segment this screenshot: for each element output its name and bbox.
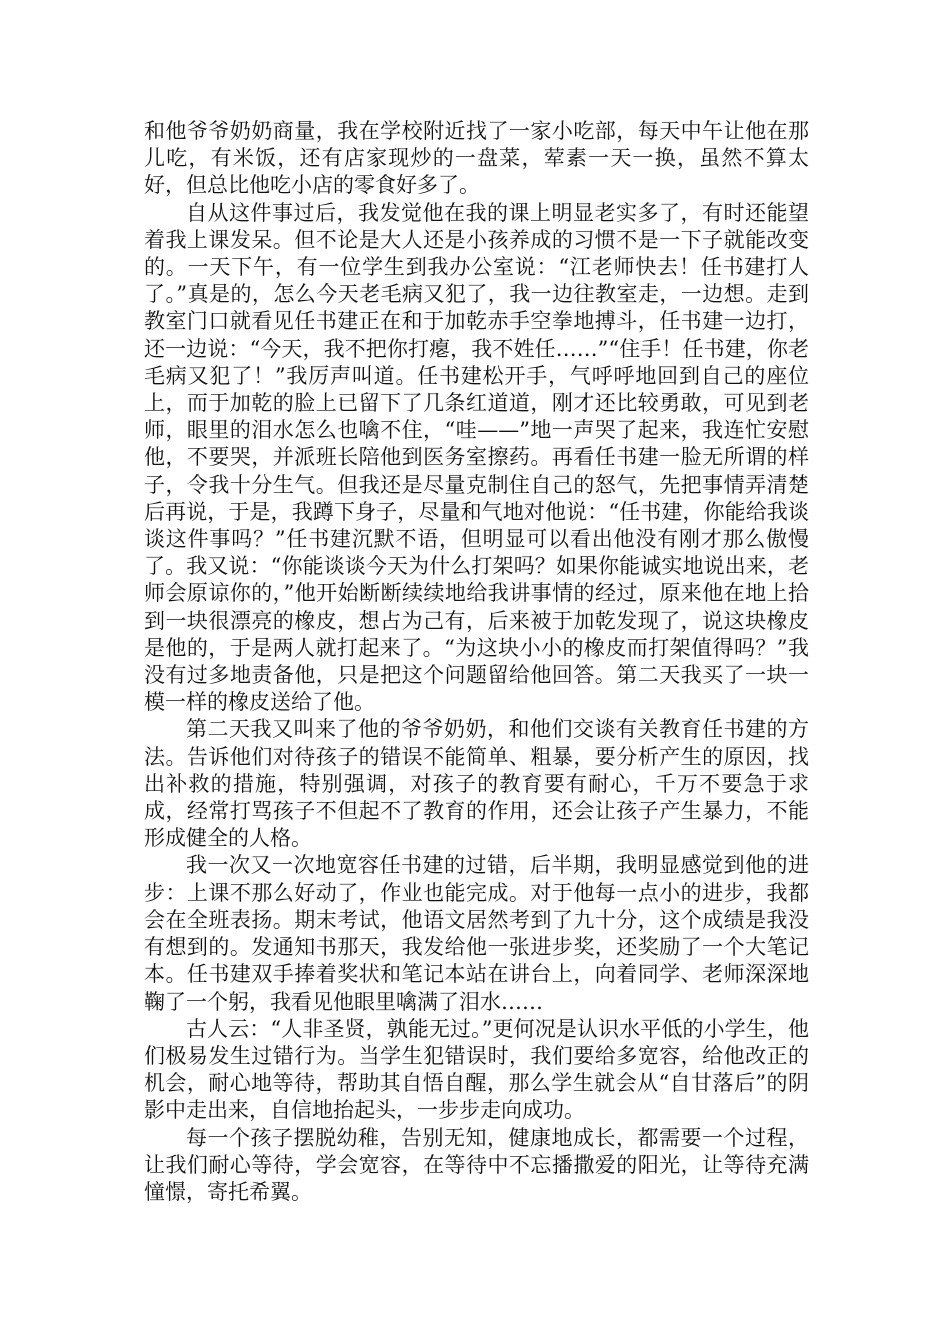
paragraph-continuation: 和他爷爷奶奶商量，我在学校附近找了一家小吃部，每天中午让他在那儿吃，有米饭，还有店家现炒的一盘菜，荤素一天一换，虽然不算太好，但总比他吃小店的零食好多了。 [144, 119, 809, 198]
paragraph-incident: 自从这件事过后，我发觉他在我的课上明显老实多了，有时还能望着我上课发呆。但不论是大人还是小孩养成的习惯不是一下子就能改变的。一天下午，有一位学生到我办公室说：“江老师快去！任书建打人了。”真是的，怎么今天老毛病又犯了，我一边往教室走，一边想。走到教室门口就看见任书建正在和于加乾赤手空拳地搏斗，任书建一边打，还一边说：“今天，我不把你打瘪，我不姓任……”“住手！任书建，你老毛病又犯了！”我厉声叫道。任书建松开手，气呼呼地回到自己的座位上，而于加乾的脸上已留下了几条红道道，刚才还比较勇敢，可见到老师，眼里的泪水怎么也噙不住，“哇——”地一声哭了起来，我连忙安慰他，不要哭，并派班长陪他到医务室擦药。再看任书建一脸无所谓的样子，令我十分生气。但我还是尽量克制住自己的怒气，先把事情弄清楚后再说，于是，我蹲下身子，尽量和气地对他说：“任书建，你能给我谈谈这件事吗？”任书建沉默不语，但明显可以看出他没有刚才那么傲慢了。我又说：“你能谈谈今天为什么打架吗？如果你能诚实地说出来，老师会原谅你的，”他开始断断续续地给我讲事情的经过，原来他在地上拾到一块很漂亮的橡皮，想占为己有，后来被于加乾发现了，说这块橡皮是他的，于是两人就打起来了。“为这块小小的橡皮而打架值得吗？”我没有过多地责备他，只是把这个问题留给他回答。第二天我买了一块一模一样的橡皮送给了他。 [144, 200, 809, 715]
document-body [144, 118, 809, 1206]
paragraph-conclusion: 每一个孩子摆脱幼稚，告别无知，健康地成长，都需要一个过程，让我们耐心等待，学会宽容，在等待中不忘播撒爱的阳光，让等待充满憧憬，寄托希翼。 [144, 1125, 809, 1204]
paragraph-reflection: 古人云：“人非圣贤，孰能无过。”更何况是认识水平低的小学生，他们极易发生过错行为。当学生犯错误时，我们要给多宽容，给他改正的机会，耐心地等待，帮助其自悟自醒，那么学生就会从“自甘落后”的阴影中走出来，自信地抬起头，一步步走向成功。 [144, 1016, 809, 1123]
paragraph-grandparents: 第二天我又叫来了他的爷爷奶奶，和他们交谈有关教育任书建的方法。告诉他们对待孩子的错误不能简单、粗暴，要分析产生的原因，找出补救的措施，特别强调，对孩子的教育要有耐心，千万不要急于求成，经常打骂孩子不但起不了教育的作用，还会让孩子产生暴力，不能形成健全的人格。 [144, 717, 809, 851]
paragraph-progress: 我一次又一次地宽容任书建的过错，后半期，我明显感觉到他的进步：上课不那么好动了，作业也能完成。对于他每一点小的进步，我都会在全班表扬。期末考试，他语文居然考到了九十分，这个成绩是我没有想到的。发通知书那天，我发给他一张进步奖，还奖励了一个大笔记本。任书建双手捧着奖状和笔记本站在讲台上，向着同学、老师深深地鞠了一个躬，我看见他眼里噙满了泪水…… [144, 853, 809, 1014]
